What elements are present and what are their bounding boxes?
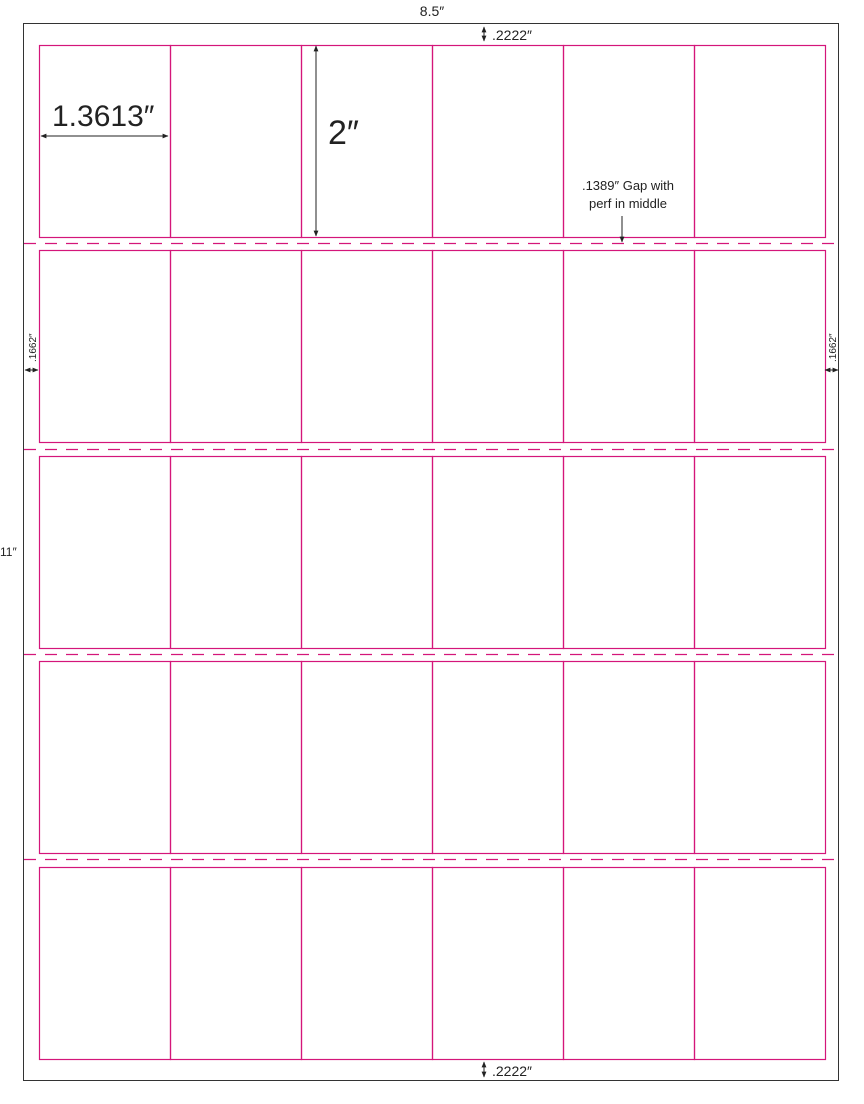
gap-note: [566, 174, 690, 242]
label-height-dimension: [316, 46, 359, 236]
label-r3-c3: [302, 457, 433, 649]
label-r4-c2: [171, 662, 302, 854]
label-r5-c1: [40, 868, 171, 1060]
label-r2-c5: [564, 251, 695, 443]
label-r3-c2: [171, 457, 302, 649]
labels-grid: [40, 46, 826, 1060]
bottom-margin-label: .2222″: [492, 1063, 532, 1079]
label-r4-c1: [40, 662, 171, 854]
left-margin-label: .1662″: [28, 333, 39, 362]
label-r2-c4: [433, 251, 564, 443]
label-r2-c6: [695, 251, 826, 443]
label-r5-c6: [695, 868, 826, 1060]
label-r3-c1: [40, 457, 171, 649]
gap-note-line1: .1389″ Gap with: [581, 178, 675, 193]
label-width-label: 1.3613″: [52, 100, 155, 133]
label-r1-c1: [40, 46, 171, 238]
label-width-dimension: [41, 100, 168, 136]
top-margin-label: .2222″: [492, 27, 532, 43]
sheet-border: [24, 24, 839, 1081]
label-r4-c6: [695, 662, 826, 854]
label-r5-c5: [564, 868, 695, 1060]
sheet-width-label: 8.5″: [419, 3, 445, 19]
label-r3-c4: [433, 457, 564, 649]
label-r1-c4: [433, 46, 564, 238]
label-r5-c4: [433, 868, 564, 1060]
left-margin-dimension: [25, 333, 39, 370]
label-r2-c2: [171, 251, 302, 443]
label-r4-c4: [433, 662, 564, 854]
label-r4-c3: [302, 662, 433, 854]
top-margin-dimension: [484, 27, 532, 43]
label-r4-c5: [564, 662, 695, 854]
label-r1-c3: [302, 46, 433, 238]
label-r3-c6: [695, 457, 826, 649]
label-r1-c6: [695, 46, 826, 238]
bottom-margin-dimension: [484, 1062, 532, 1079]
perforation-lines: [24, 244, 838, 860]
label-r1-c2: [171, 46, 302, 238]
label-r5-c3: [302, 868, 433, 1060]
label-r2-c3: [302, 251, 433, 443]
label-height-label: 2″: [328, 114, 359, 152]
right-margin-label: .1662″: [828, 333, 839, 362]
sheet-height-label: 11″: [0, 545, 17, 559]
right-margin-dimension: [825, 333, 839, 370]
gap-note-line2: perf in middle: [588, 196, 668, 211]
label-r5-c2: [171, 868, 302, 1060]
label-r2-c1: [40, 251, 171, 443]
label-r3-c5: [564, 457, 695, 649]
